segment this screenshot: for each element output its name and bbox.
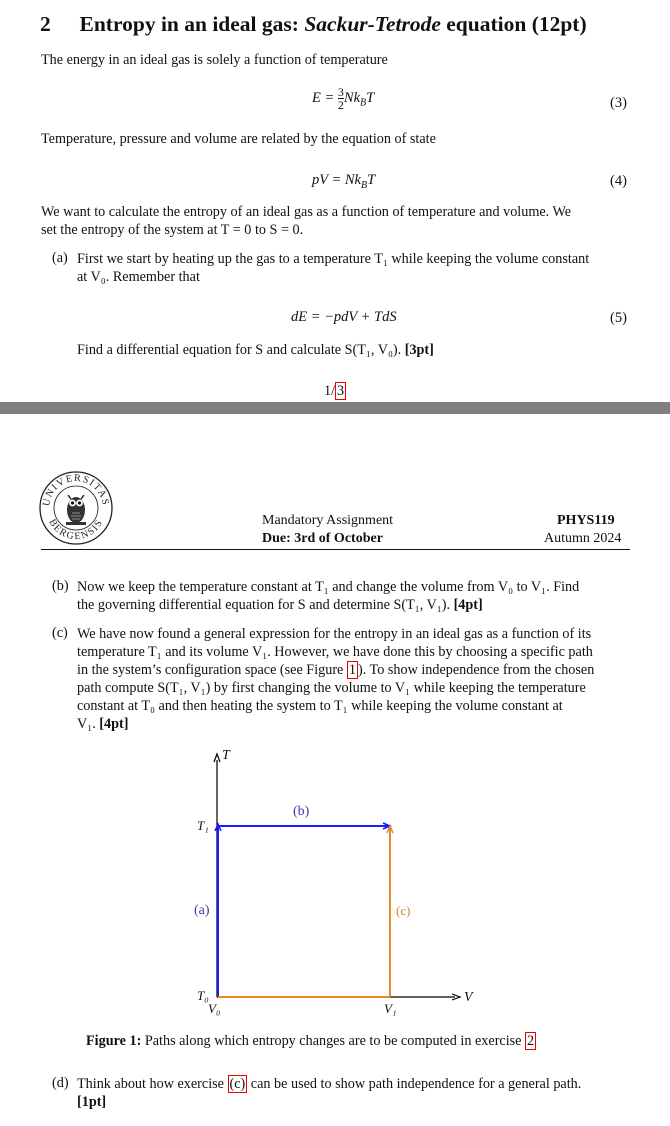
paragraph-goal-2: set the entropy of the system at T = 0 to S = 0.	[41, 222, 304, 238]
item-c-line3-b: ). To show independence from the chosen	[357, 662, 595, 678]
figure-1-link[interactable]: 1	[348, 662, 356, 678]
item-c-line1: We have now found a general expression for the entropy in an ideal gas as a function of its	[77, 626, 592, 642]
item-c-line2: temperature T₁ and its volume V₁. However, we have done this by choosing a specific path	[77, 644, 593, 660]
item-c-line5: constant at T₀ and then heating the system to T₁ while keeping the volume constant at	[77, 698, 563, 714]
university-logo	[38, 470, 114, 546]
item-c-points: [4pt]	[99, 716, 129, 732]
header-course: PHYS119	[557, 513, 615, 528]
eq3-lhs: E =	[312, 89, 338, 106]
item-d-label: (d)	[52, 1075, 69, 1091]
item-a-task	[77, 341, 434, 359]
equation-4	[312, 172, 375, 191]
page-total-link[interactable]: 3	[337, 383, 345, 399]
item-a-line2: at V₀. Remember that	[77, 269, 200, 285]
item-b-line2	[77, 596, 483, 614]
item-a-label: (a)	[52, 250, 68, 266]
equation-4-number: (4)	[610, 173, 627, 189]
page-number	[324, 382, 346, 400]
section-title-prefix: Entropy in an ideal gas:	[79, 12, 305, 36]
section-title-suffix: equation (12pt)	[440, 12, 587, 36]
item-c-line6-text: V₁.	[77, 716, 96, 732]
eq3-denominator: 2	[337, 98, 344, 112]
header-rule	[41, 549, 630, 550]
section-title-name: Sackur-Tetrode	[304, 12, 441, 36]
item-d-line1	[77, 1075, 581, 1093]
eq3-tail: T	[366, 89, 375, 106]
eq3-numerator: 3	[337, 85, 344, 99]
equation-3-number: (3)	[610, 95, 627, 111]
eq4-tail: T	[367, 172, 376, 188]
item-d-line2	[77, 1093, 106, 1111]
item-c-line3	[77, 661, 594, 679]
page-separator	[0, 402, 670, 414]
university-seal-icon	[38, 470, 114, 546]
header-assignment: Mandatory Assignment	[262, 513, 394, 528]
label-path-b: (b)	[293, 804, 310, 819]
paragraph-energy: The energy in an ideal gas is solely a function of temperature	[41, 52, 388, 68]
item-b-line1: Now we keep the temperature constant at T₁ and change the volume from V₀ to V₁. Find	[77, 579, 580, 595]
figure-caption-text: Paths along which entropy changes are to be computed in exercise	[144, 1033, 526, 1049]
item-c-line6	[77, 715, 128, 733]
page-current: 1/	[324, 383, 336, 399]
label-t1: T₁	[197, 818, 209, 833]
item-d-line1-a: Think about how exercise	[77, 1076, 228, 1092]
axis-label-t: T	[222, 748, 230, 763]
axis-label-v: V	[464, 990, 473, 1005]
item-c-label: (c)	[52, 625, 68, 641]
label-v0: V₀	[208, 1001, 221, 1016]
eq4-text: pV = Nk	[312, 172, 361, 188]
exercise-c-link[interactable]: (c)	[229, 1076, 246, 1092]
exercise-2-link[interactable]: 2	[527, 1033, 535, 1049]
item-c-line4: path compute S(T₁, V₁) by first changing the volume to V₁ while keeping the temperature	[77, 680, 586, 696]
item-a-task-text: Find a differential equation for S and calculate S(T₁, V₀).	[77, 342, 402, 358]
logo-text-top: UNIVERSITAS	[40, 472, 112, 508]
item-c-line3-a: in the system’s configuration space (see Figure	[77, 662, 347, 678]
label-path-a: (a)	[194, 903, 210, 918]
eq3-rhs: Nk	[343, 89, 361, 106]
path-diagram	[0, 740, 670, 1030]
item-a-points: [3pt]	[404, 342, 434, 358]
header-due: Due: 3rd of October	[262, 531, 383, 546]
equation-5-number: (5)	[610, 310, 627, 326]
paragraph-goal-1: We want to calculate the entropy of an ideal gas as a function of temperature and volume. We	[41, 204, 572, 220]
logo-text-bottom: BERGENSIS	[46, 517, 106, 543]
section-heading	[40, 12, 587, 37]
item-d-line1-b: can be used to show path independence for a general path.	[247, 1076, 582, 1092]
item-d-points: [1pt]	[77, 1094, 107, 1110]
equation-3	[312, 86, 374, 111]
item-a-line1: First we start by heating up the gas to a temperature T₁ while keeping the volume constant	[77, 251, 590, 267]
section-number: 2	[40, 12, 51, 36]
paragraph-state: Temperature, pressure and volume are related by the equation of state	[41, 131, 436, 147]
label-path-c: (c)	[396, 903, 411, 918]
eq4-subscript: B	[361, 179, 368, 191]
item-b-line2-text: the governing differential equation for S and determine S(T₁, V₁).	[77, 597, 451, 613]
label-v1: V₁	[384, 1001, 397, 1016]
eq3-subscript: B	[360, 97, 367, 109]
figure-caption	[86, 1032, 536, 1050]
label-t0: T₀	[197, 988, 209, 1003]
figure-caption-label: Figure 1:	[86, 1033, 142, 1049]
item-b-label: (b)	[52, 578, 69, 594]
item-b-points: [4pt]	[453, 597, 483, 613]
equation-5: dE = −pdV + TdS	[291, 309, 397, 325]
header-term: Autumn 2024	[544, 531, 622, 546]
